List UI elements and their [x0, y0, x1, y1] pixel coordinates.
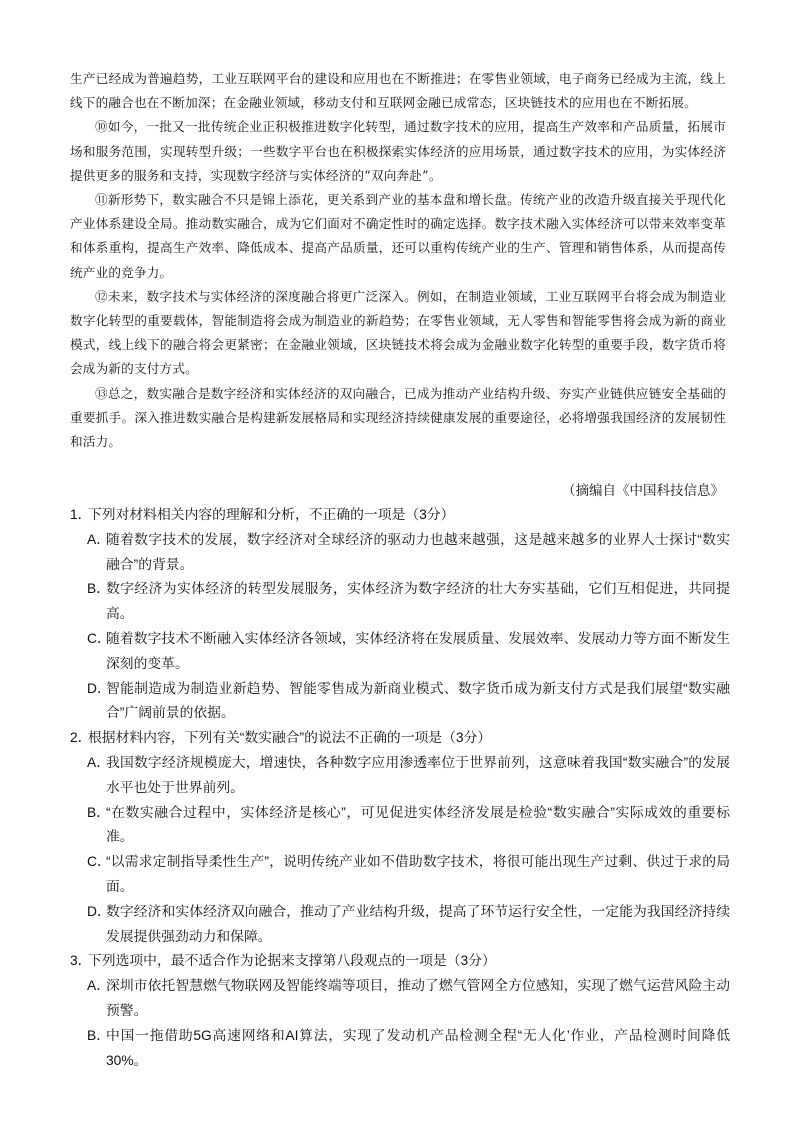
option-text: 我国数字经济规模庞大，增速快，各种数字应用渗透率位于世界前列，这意味着我国“数实融合”的发展水平也处于世界前列。: [106, 754, 730, 795]
option-c: [70, 850, 730, 900]
option-letter: B．: [87, 1027, 110, 1043]
option-letter: A．: [87, 531, 110, 547]
option-a: [70, 974, 730, 1024]
option-c: [70, 627, 730, 677]
option-a: [70, 528, 730, 578]
option-a: [70, 751, 730, 801]
passage-paragraph-13: ⑬总之，数实融合是数字经济和实体经济的双向融合，已成为推动产业结构升级、夯实产业链供应链安全基础的重要抓手。深入推进数实融合是构建新发展格局和实现经济持续健康发展的重要途径，必将增强我国经济的发展韧性和活力。: [70, 385, 726, 450]
option-b: [70, 801, 730, 851]
option-text: 数字经济为实体经济的转型发展服务，实体经济为数字经济的壮大夯实基础，它们互相促进，共同提高。: [106, 581, 730, 622]
option-text: 随着数字技术不断融入实体经济各领域，实体经济将在发展质量、发展效率、发展动力等方面不断发生深刻的变革。: [106, 630, 730, 671]
option-d: [70, 900, 730, 950]
option-letter: D．: [87, 680, 111, 696]
option-letter: B．: [87, 581, 110, 597]
option-text: 深圳市依托智慧燃气物联网及智能终端等项目，推动了燃气管网全方位感知，实现了燃气运营风险主动预警。: [106, 978, 730, 1018]
question-number: 3．: [70, 953, 92, 969]
passage-paragraph-1: 生产已经成为普遍趋势，工业互联网平台的建设和应用也在不断推进；在零售业领域，电子商务已经成为主流，线上线下的融合也在不断加深；在金融业领域，移动支付和互联网金融已成常态，区块链技术的应用也在不断拓展。: [70, 71, 726, 111]
passage-paragraph-12: ⑫未来，数字技术与实体经济的深度融合将更广泛深入。例如，在制造业领域，工业互联网平台将会成为制造业数字化转型的重要载体，智能制造将会成为制造业的新趋势；在零售业领域，无人零售和智能零售将会成为新的商业模式，线上线下的融合将会更紧密；在金融业领域，区块链技术将会成为金融业数字化转型的重要手段，数字货币将会成为新的支付方式。: [70, 288, 726, 377]
question-stem: [70, 726, 730, 751]
option-text: “在数实融合过程中，实体经济是核心”，可见促进实体经济发展是检验“数实融合”实际成效的重要标准。: [106, 804, 730, 845]
option-letter: A．: [87, 754, 110, 770]
question-number: 1．: [70, 507, 92, 522]
option-text: 数字经济和实体经济双向融合，推动了产业结构升级，提高了环节运行安全性，一定能为我国经济持续发展提供强劲动力和保障。: [106, 903, 730, 944]
question-2: [70, 726, 730, 949]
question-text: 根据材料内容，下列有关“数实融合”的说法不正确的一项是（3分）: [88, 730, 492, 746]
option-d: [70, 677, 730, 727]
option-letter: C．: [87, 630, 111, 646]
option-letter: C．: [87, 854, 111, 870]
question-1: [70, 503, 730, 726]
question-number: 2．: [70, 730, 92, 746]
option-letter: D．: [87, 903, 111, 919]
question-text: 下列对材料相关内容的理解和分析，不正确的一项是（3分）: [88, 507, 455, 522]
question-3: [70, 949, 730, 1073]
option-text: “以需求定制指导柔性生产”，说明传统产业如不借助数字技术，将很可能出现生产过剩、供过于求的局面。: [106, 854, 730, 894]
option-text: 随着数字技术的发展，数字经济对全球经济的驱动力也越来越强，这是越来越多的业界人士探讨“数实融合”的背景。: [106, 531, 730, 572]
question-stem: [70, 503, 730, 528]
question-text: 下列选项中，最不适合作为论据来支撑第八段观点的一项是（3分）: [88, 953, 496, 969]
reading-passage: [70, 67, 726, 454]
option-b: [70, 1024, 730, 1074]
option-b: [70, 577, 730, 627]
option-text: 智能制造成为制造业新趋势、智能零售成为新商业模式、数字货币成为新支付方式是我们展望“数实融合”广阔前景的依据。: [106, 680, 730, 721]
option-text: 中国一拖借助5G高速网络和AI算法，实现了发动机产品检测全程“无人化’作业，产品检测时间降低30%。: [106, 1027, 730, 1068]
passage-paragraph-11: ⑪新形势下，数实融合不只是锦上添花，更关系到产业的基本盘和增长盘。传统产业的改造升级直接关乎现代化产业体系建设全局。推动数实融合，成为它们面对不确定性时的确定选择。数字技术融入实体经济可以带来效率变革和体系重构，提高生产效率、降低成本、提高产品质量，还可以重构传统产业的生产、管理和销售体系，从而提高传统产业的竞争力。: [70, 192, 726, 280]
question-list: [70, 503, 730, 1073]
option-letter: A．: [87, 978, 110, 994]
option-letter: B．: [87, 804, 110, 820]
question-stem: [70, 949, 730, 974]
passage-source: （摘编自《中国科技信息》: [562, 483, 724, 498]
passage-paragraph-10: ⑩如今，一批又一批传统企业正积极推进数字化转型，通过数字技术的应用，提高生产效率和产品质量，拓展市场和服务范围，实现转型升级；一些数字平台也在积极探索实体经济的应用场景，通过数字技术的应用，为实体经济提供更多的服务和支持，实现数字经济与实体经济的“双向奔赴”。: [70, 119, 726, 183]
